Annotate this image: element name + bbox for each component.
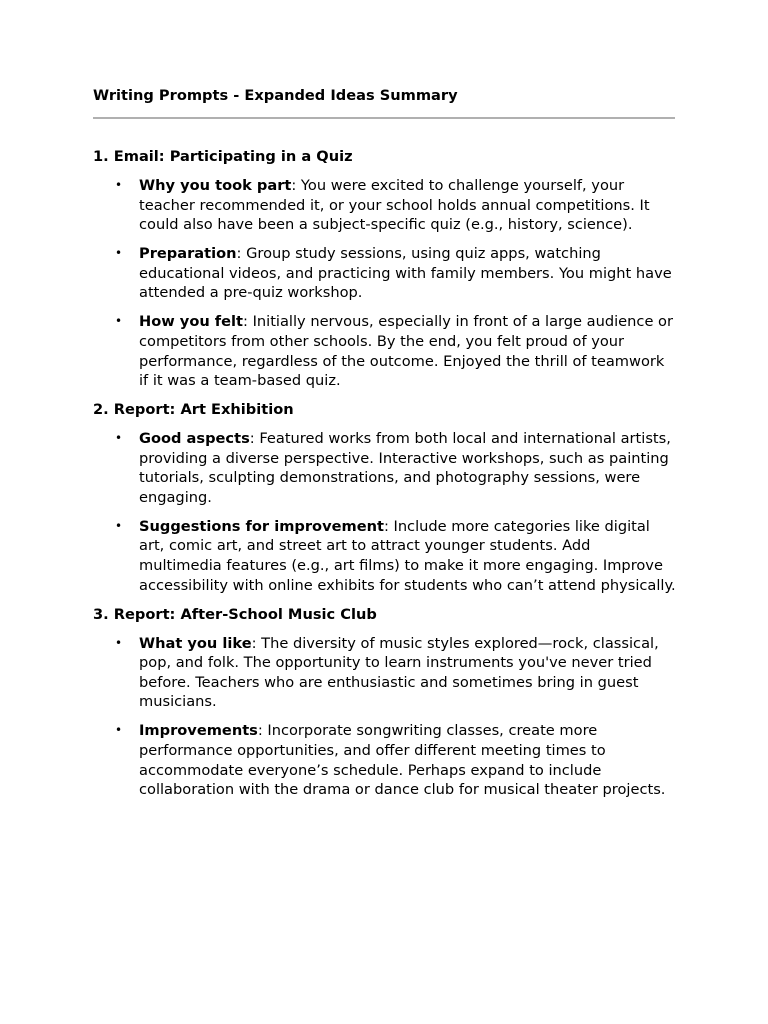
- bullet-icon: •: [115, 723, 123, 738]
- bullet-icon: •: [115, 518, 123, 533]
- section-art-exhibition: [93, 400, 675, 595]
- list-item: [115, 244, 677, 303]
- bullet-icon: •: [115, 431, 123, 446]
- point-label: Preparation: [139, 245, 237, 263]
- bullet-list: [93, 634, 675, 800]
- point-label: How you felt: [139, 313, 244, 331]
- point-text: : Incorporate songwriting classes, create more performance opportunities, and offer different meeting times to accommodate everyone’s schedule. Perhaps expand to include collaboration with the drama or dance club for musical theater projects.: [139, 722, 666, 799]
- list-item: [115, 634, 677, 712]
- list-item: [115, 312, 677, 390]
- section-heading: 2. Report: Art Exhibition: [93, 401, 294, 419]
- bullet-icon: •: [115, 178, 123, 192]
- section-quiz-email: [93, 147, 675, 391]
- list-item: [115, 429, 677, 507]
- list-item: [115, 176, 677, 235]
- point-text: : Featured works from both local and international artists, providing a diverse perspective. Interactive workshops, such as painting tutorials, sculpting demonstrations, and photography sessions, were engaging.: [139, 430, 671, 506]
- section-heading: 3. Report: After-School Music Club: [93, 605, 377, 623]
- bullet-list: [93, 429, 675, 595]
- bullet-icon: •: [115, 635, 123, 650]
- title-divider: [93, 117, 675, 119]
- bullet-list: [93, 176, 675, 391]
- section-music-club: [93, 605, 675, 800]
- list-item: [115, 517, 677, 595]
- point-label: Improvements: [139, 722, 258, 740]
- point-text: : Initially nervous, especially in front of a large audience or competitors from other schools. By the end, you felt proud of your performance, regardless of the outcome. Enjoyed the thrill of teamwork if it was a team-based quiz.: [139, 313, 673, 390]
- point-text: : The diversity of music styles explored—rock, classical, pop, and folk. The opportunity to learn instruments you've never tried before. Teachers who are enthusiastic and sometimes bring in guest musicians.: [139, 634, 659, 711]
- point-text: : You were excited to challenge yourself, your teacher recommended it, or your school holds annual competitions. It could also have been a subject-specific quiz (e.g., history, science).: [139, 177, 650, 234]
- point-text: : Group study sessions, using quiz apps, watching educational videos, and practicing with family members. You might have attended a pre-quiz workshop.: [139, 245, 672, 302]
- bullet-icon: •: [115, 314, 123, 329]
- section-heading: 1. Email: Participating in a Quiz: [93, 148, 353, 165]
- list-item: [115, 721, 677, 799]
- point-label: What you like: [139, 634, 252, 652]
- point-label: Good aspects: [139, 430, 250, 448]
- point-text: : Include more categories like digital art, comic art, and street art to attract younger students. Add multimedia features (e.g., art films) to make it more engaging. Improve accessibility with online exhibits for students who can’t attend physically.: [139, 517, 676, 594]
- point-label: Suggestions for improvement: [139, 517, 384, 535]
- point-label: Why you took part: [139, 177, 292, 194]
- document-title: Writing Prompts - Expanded Ideas Summary: [93, 87, 458, 104]
- bullet-icon: •: [115, 246, 123, 261]
